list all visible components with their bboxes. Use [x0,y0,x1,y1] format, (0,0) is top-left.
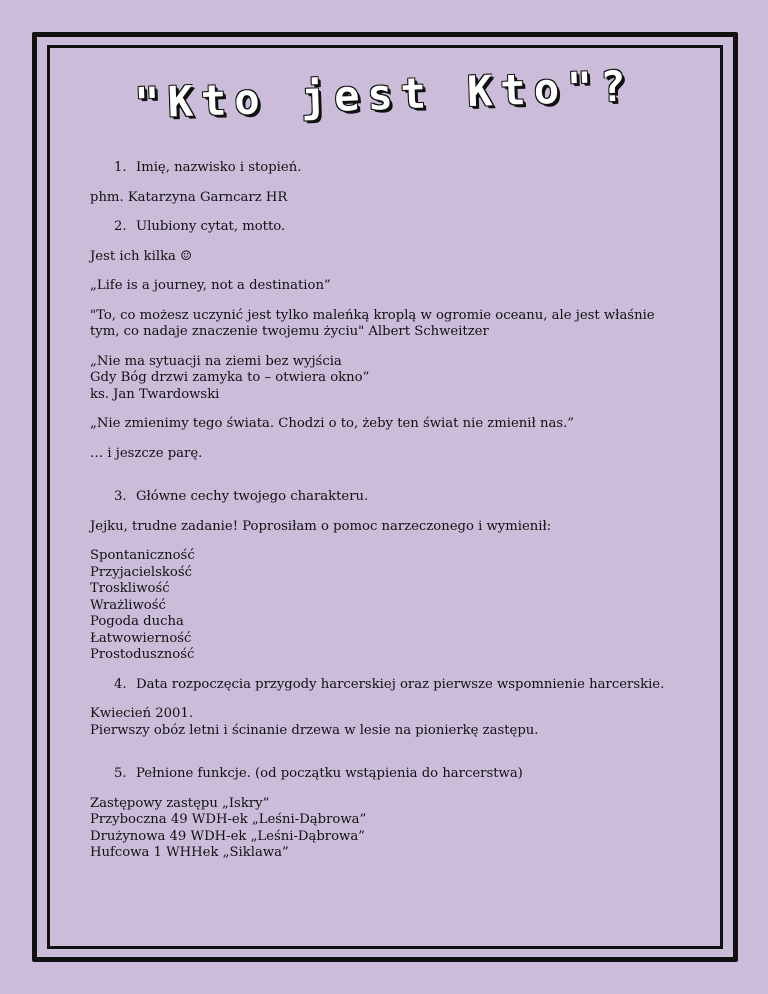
answer-3-intro: Jejku, trudne zadanie! Poprosiłam o pomoc narzeczonego i wymienił: [90,518,552,534]
question-2: 2. Ulubiony cytat, motto. [114,219,286,234]
function-item: Przyboczna 49 WDH-ek „Leśni-Dąbrowa” [90,812,367,827]
trait-item: Spontaniczność [90,548,195,563]
trait-item: Prostoduszność [90,647,195,662]
page-title: "Kto jest Kto"? [133,61,635,128]
trait-item: Troskliwość [90,581,170,596]
question-1: 1. Imię, nazwisko i stopień. [114,160,302,175]
trait-item: Wrażliwość [90,597,166,613]
question-5: 5. Pełnione funkcje. (od początku wstąpienia do harcerstwa) [114,766,523,781]
trait-item: Przyjacielskość [90,564,193,580]
function-item: Zastępowy zastępu „Iskry” [90,795,270,811]
quote-2: "To, co możesz uczynić jest tylko maleńką kroplą w ogromie oceanu, ale jest właśnie tym, co nadaje znaczenie twojemu życiu" Albert Schweitzer [90,307,655,339]
question-3: 3. Główne cechy twojego charakteru. [114,489,369,504]
traits-list [90,548,690,664]
quote-3: „Nie ma sytuacji na ziemi bez wyjścia Gdy Bóg drzwi zamyka to – otwiera okno” ks. Jan Twardowski [90,353,370,402]
trait-item: Łatwowierność [90,630,192,646]
trait-item: Pogoda ducha [90,614,184,629]
function-item: Hufcowa 1 WHHek „Siklawa” [90,845,289,860]
quote-1: „Life is a journey, not a destination” [90,278,331,293]
answer-4: Kwiecień 2001. Pierwszy obóz letni i ścinanie drzewa w lesie na pionierkę zastępu. [90,706,539,738]
functions-list [90,796,690,862]
document-body [90,160,690,875]
answer-1: phm. Katarzyna Garncarz HR [90,189,288,205]
quote-4: „Nie zmienimy tego świata. Chodzi o to, żeby ten świat nie zmienił nas.” [90,416,575,431]
question-4: 4. Data rozpoczęcia przygody harcerskiej oraz pierwsze wspomnienie harcerskie. [114,676,665,692]
answer-2-outro: … i jeszcze parę. [90,445,203,461]
function-item: Drużynowa 49 WDH-ek „Leśni-Dąbrowa” [90,828,365,844]
answer-2-intro: Jest ich kilka ☺ [90,248,192,264]
